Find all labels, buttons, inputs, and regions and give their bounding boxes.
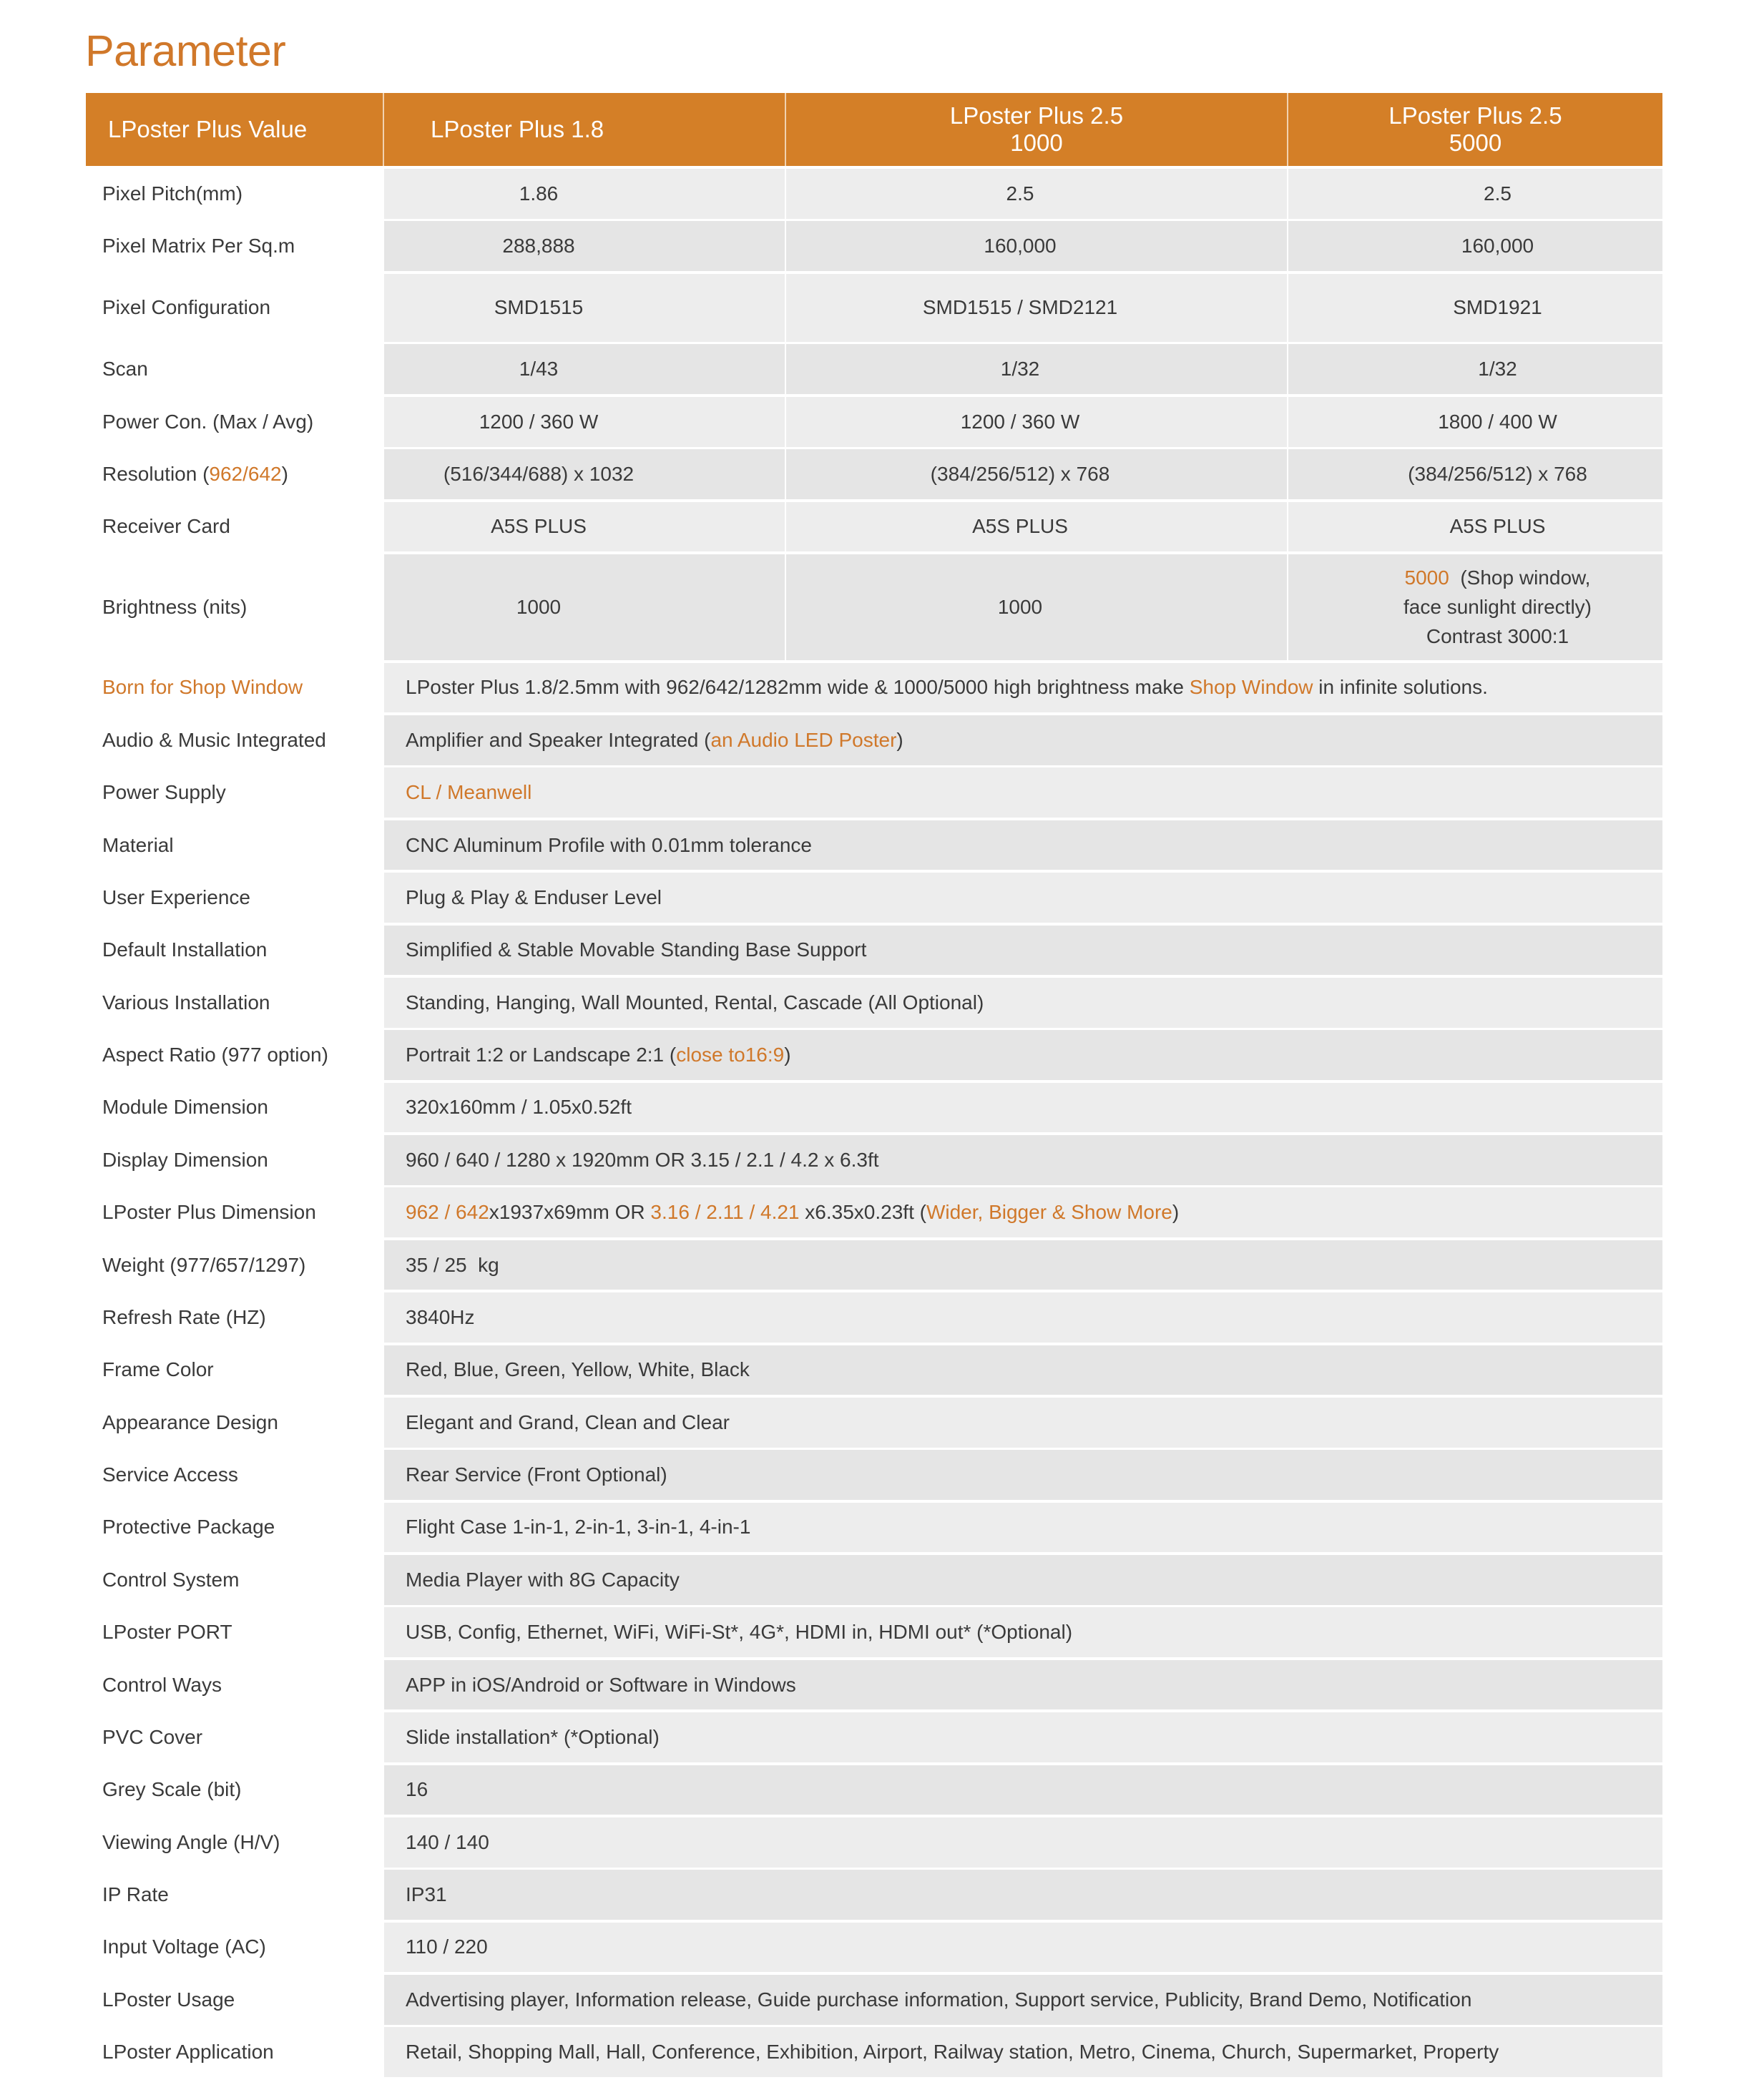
label-text: ) bbox=[281, 463, 288, 486]
value-2-5-5000: 2.5 bbox=[1287, 169, 1662, 219]
value-2-5-1000: 160,000 bbox=[785, 221, 1287, 271]
row-label: LPoster Usage bbox=[86, 1975, 383, 2025]
table-row bbox=[86, 1975, 1662, 2025]
value-text bbox=[406, 1935, 488, 1958]
value-segment: Advertising player, Information release, Guide purchase information, Support service, Publicity, Brand Demo, Notification bbox=[406, 1988, 1472, 2011]
value-segment: Red, Blue, Green, Yellow, White, Black bbox=[406, 1358, 750, 1381]
row-label: PVC Cover bbox=[86, 1712, 383, 1762]
table-row bbox=[86, 1923, 1662, 1973]
row-value bbox=[383, 1607, 1662, 1657]
brightness-note bbox=[1403, 563, 1592, 651]
value-2-5-5000: 1/32 bbox=[1287, 344, 1662, 394]
value-text bbox=[406, 1463, 667, 1486]
row-label: Input Voltage (AC) bbox=[86, 1923, 383, 1973]
note-line: Contrast 3000:1 bbox=[1426, 625, 1569, 648]
table-row bbox=[86, 1712, 1662, 1762]
value-segment: 110 / 220 bbox=[406, 1935, 488, 1958]
value-1-8: A5S PLUS bbox=[383, 502, 785, 552]
table-row bbox=[86, 767, 1662, 818]
row-value bbox=[383, 820, 1662, 870]
table-row bbox=[86, 1083, 1662, 1133]
row-label: Frame Color bbox=[86, 1345, 383, 1395]
value-text bbox=[406, 1831, 489, 1854]
value-segment: Flight Case 1-in-1, 2-in-1, 3-in-1, 4-in-1 bbox=[406, 1516, 751, 1539]
row-value bbox=[383, 1450, 1662, 1500]
table-row bbox=[86, 715, 1662, 765]
row-label: Born for Shop Window bbox=[86, 663, 383, 713]
header-model-1-8: LPoster Plus 1.8 bbox=[383, 93, 785, 166]
label-highlight: 962/642 bbox=[209, 463, 282, 486]
row-label: IP Rate bbox=[86, 1870, 383, 1920]
value-segment: x1937x69mm OR bbox=[489, 1201, 651, 1224]
row-value bbox=[383, 978, 1662, 1028]
value-segment: 16 bbox=[406, 1778, 428, 1801]
table-row bbox=[86, 873, 1662, 923]
row-label: Service Access bbox=[86, 1450, 383, 1500]
table-row bbox=[86, 1292, 1662, 1343]
value-2-5-5000: 1800 / 400 W bbox=[1287, 397, 1662, 447]
spec-rows bbox=[86, 663, 1662, 2077]
row-label: Pixel Pitch(mm) bbox=[86, 169, 383, 219]
value-text bbox=[406, 676, 1488, 699]
table-row-pixel-configuration bbox=[86, 274, 1662, 342]
row-label bbox=[86, 449, 383, 499]
row-label: Grey Scale (bit) bbox=[86, 1765, 383, 1815]
table-row bbox=[86, 1870, 1662, 1920]
row-label: Viewing Angle (H/V) bbox=[86, 1817, 383, 1868]
row-label: Refresh Rate (HZ) bbox=[86, 1292, 383, 1343]
row-label: Audio & Music Integrated bbox=[86, 715, 383, 765]
value-2-5-5000: (384/256/512) x 768 bbox=[1287, 449, 1662, 499]
value-text bbox=[406, 729, 903, 752]
table-row bbox=[86, 2027, 1662, 2077]
table-row bbox=[86, 1345, 1662, 1395]
page-title: Parameter bbox=[85, 26, 286, 75]
value-segment: Plug & Play & Enduser Level bbox=[406, 885, 662, 908]
table-row bbox=[86, 1660, 1662, 1710]
row-value bbox=[383, 1240, 1662, 1290]
value-highlight: close to16:9 bbox=[676, 1044, 785, 1066]
row-value bbox=[383, 873, 1662, 923]
value-2-5-5000 bbox=[1287, 554, 1662, 660]
value-1-8: 1/43 bbox=[383, 344, 785, 394]
value-text bbox=[406, 1044, 791, 1066]
value-highlight: Wider, Bigger & Show More bbox=[926, 1201, 1172, 1224]
row-value bbox=[383, 1555, 1662, 1605]
value-highlight: 962 / 642 bbox=[406, 1201, 489, 1224]
row-label: Control System bbox=[86, 1555, 383, 1605]
value-2-5-1000: (384/256/512) x 768 bbox=[785, 449, 1287, 499]
table-row-scan bbox=[86, 344, 1662, 394]
row-value bbox=[383, 1398, 1662, 1448]
value-text bbox=[406, 1778, 428, 1801]
value-1-8: (516/344/688) x 1032 bbox=[383, 449, 785, 499]
table-row-pixel-matrix bbox=[86, 221, 1662, 271]
value-highlight: 3.16 / 2.11 / 4.21 bbox=[650, 1201, 800, 1224]
value-segment: in infinite solutions. bbox=[1313, 676, 1488, 699]
value-highlight: an Audio LED Poster bbox=[710, 728, 897, 751]
table-row bbox=[86, 663, 1662, 713]
row-value bbox=[383, 1503, 1662, 1553]
row-label: Power Supply bbox=[86, 767, 383, 818]
value-highlight: CL / Meanwell bbox=[406, 781, 532, 804]
note-line bbox=[1403, 563, 1592, 592]
label-text: Resolution ( bbox=[102, 463, 210, 486]
row-label: LPoster PORT bbox=[86, 1607, 383, 1657]
value-text bbox=[406, 1988, 1471, 2011]
row-label: Default Installation bbox=[86, 926, 383, 976]
value-2-5-5000: SMD1921 bbox=[1287, 274, 1662, 342]
value-text bbox=[406, 1883, 447, 1906]
header-parameter-column: LPoster Plus Value bbox=[108, 116, 308, 142]
row-value bbox=[383, 1030, 1662, 1080]
value-text bbox=[406, 1096, 632, 1119]
value-text bbox=[406, 886, 662, 909]
row-label: Scan bbox=[86, 344, 383, 394]
row-value bbox=[383, 663, 1662, 713]
value-segment: Retail, Shopping Mall, Hall, Conference, Exhibition, Airport, Railway station, Metro, Cinema, Church, Supermarket, Property bbox=[406, 2041, 1499, 2064]
row-value bbox=[383, 2027, 1662, 2077]
value-segment: CNC Aluminum Profile with 0.01mm tolerance bbox=[406, 833, 812, 856]
value-text bbox=[406, 1516, 750, 1539]
table-row bbox=[86, 1187, 1662, 1237]
value-text bbox=[406, 2041, 1499, 2064]
value-2-5-1000: 1/32 bbox=[785, 344, 1287, 394]
row-label: LPoster Application bbox=[86, 2027, 383, 2077]
table-row-power-consumption bbox=[86, 397, 1662, 447]
row-value bbox=[383, 1870, 1662, 1920]
value-text bbox=[406, 781, 531, 804]
value-text bbox=[406, 1411, 730, 1434]
row-value bbox=[383, 767, 1662, 818]
table-row bbox=[86, 1398, 1662, 1448]
row-value bbox=[383, 1975, 1662, 2025]
value-segment: 140 / 140 bbox=[406, 1830, 489, 1853]
table-row-resolution bbox=[86, 449, 1662, 499]
row-value bbox=[383, 1712, 1662, 1762]
row-value bbox=[383, 1135, 1662, 1185]
row-label: Brightness (nits) bbox=[86, 554, 383, 660]
value-segment: ) bbox=[1172, 1201, 1180, 1224]
value-segment: USB, Config, Ethernet, WiFi, WiFi-St*, 4G*, HDMI in, HDMI out* (*Optional) bbox=[406, 1621, 1073, 1644]
value-text bbox=[406, 1621, 1072, 1644]
row-value bbox=[383, 1345, 1662, 1395]
row-value bbox=[383, 1923, 1662, 1973]
value-1-8: 288,888 bbox=[383, 221, 785, 271]
row-value bbox=[383, 1817, 1662, 1868]
row-label: Appearance Design bbox=[86, 1398, 383, 1448]
value-text bbox=[406, 1674, 796, 1697]
value-segment: APP in iOS/Android or Software in Windows bbox=[406, 1673, 796, 1696]
parameter-table bbox=[86, 93, 1662, 2077]
table-row bbox=[86, 1450, 1662, 1500]
table-row bbox=[86, 926, 1662, 976]
row-label: Various Installation bbox=[86, 978, 383, 1028]
value-segment: x6.35x0.23ft ( bbox=[799, 1201, 926, 1224]
row-label: Receiver Card bbox=[86, 502, 383, 552]
row-value bbox=[383, 1292, 1662, 1343]
value-text bbox=[406, 1358, 750, 1381]
row-label: Module Dimension bbox=[86, 1083, 383, 1133]
value-segment: ) bbox=[784, 1044, 791, 1066]
value-segment: Elegant and Grand, Clean and Clear bbox=[406, 1410, 730, 1433]
header-model-2-5-1000 bbox=[785, 93, 1287, 166]
header-model-name: LPoster Plus 2.5 bbox=[949, 102, 1124, 129]
table-row bbox=[86, 820, 1662, 870]
header-model-brightness: 5000 bbox=[1449, 129, 1502, 156]
table-row bbox=[86, 1765, 1662, 1815]
row-label: LPoster Plus Dimension bbox=[86, 1187, 383, 1237]
header-model-2-5-5000 bbox=[1287, 93, 1662, 166]
table-header bbox=[86, 93, 1662, 166]
value-segment: IP31 bbox=[406, 1883, 447, 1906]
brightness-highlight: 5000 bbox=[1404, 566, 1449, 589]
row-value bbox=[383, 715, 1662, 765]
row-value bbox=[383, 1765, 1662, 1815]
table-row bbox=[86, 1817, 1662, 1868]
row-label: Pixel Configuration bbox=[86, 274, 383, 342]
value-segment: Rear Service (Front Optional) bbox=[406, 1463, 667, 1486]
value-segment: Portrait 1:2 or Landscape 2:1 ( bbox=[406, 1044, 677, 1066]
table-row bbox=[86, 1030, 1662, 1080]
row-label: User Experience bbox=[86, 873, 383, 923]
value-highlight: Shop Window bbox=[1189, 676, 1313, 699]
value-2-5-1000: SMD1515 / SMD2121 bbox=[785, 274, 1287, 342]
value-1-8: 1.86 bbox=[383, 169, 785, 219]
value-2-5-1000: 1200 / 360 W bbox=[785, 397, 1287, 447]
note-text: (Shop window, bbox=[1449, 566, 1591, 589]
value-segment: 320x160mm / 1.05x0.52ft bbox=[406, 1096, 632, 1119]
value-text bbox=[406, 1569, 680, 1591]
value-segment: Slide installation* (*Optional) bbox=[406, 1725, 660, 1748]
value-text bbox=[406, 938, 866, 961]
value-segment: 35 / 25 kg bbox=[406, 1253, 499, 1276]
value-segment: LPoster Plus 1.8/2.5mm with 962/642/1282mm wide & 1000/5000 high brightness make bbox=[406, 676, 1190, 699]
value-segment: 3840Hz bbox=[406, 1305, 475, 1328]
row-label: Material bbox=[86, 820, 383, 870]
value-text bbox=[406, 991, 984, 1014]
value-text bbox=[406, 1201, 1179, 1224]
row-label: Pixel Matrix Per Sq.m bbox=[86, 221, 383, 271]
table-row bbox=[86, 978, 1662, 1028]
value-1-8: 1000 bbox=[383, 554, 785, 660]
table-row-brightness bbox=[86, 554, 1662, 660]
value-text bbox=[406, 1149, 879, 1172]
note-line: face sunlight directly) bbox=[1403, 596, 1592, 619]
value-segment: Standing, Hanging, Wall Mounted, Rental, Cascade (All Optional) bbox=[406, 991, 984, 1014]
row-value bbox=[383, 1187, 1662, 1237]
table-row bbox=[86, 1240, 1662, 1290]
table-row bbox=[86, 1607, 1662, 1657]
row-value bbox=[383, 926, 1662, 976]
value-1-8: SMD1515 bbox=[383, 274, 785, 342]
table-row bbox=[86, 1503, 1662, 1553]
header-model-name: LPoster Plus 2.5 bbox=[1388, 102, 1562, 129]
row-value bbox=[383, 1083, 1662, 1133]
value-text bbox=[406, 834, 812, 857]
value-segment: 960 / 640 / 1280 x 1920mm OR 3.15 / 2.1 / 4.2 x 6.3ft bbox=[406, 1148, 879, 1171]
row-label: Protective Package bbox=[86, 1503, 383, 1553]
row-label: Power Con. (Max / Avg) bbox=[86, 397, 383, 447]
value-2-5-1000: 1000 bbox=[785, 554, 1287, 660]
table-row bbox=[86, 1555, 1662, 1605]
table-row bbox=[86, 1135, 1662, 1185]
value-2-5-1000: 2.5 bbox=[785, 169, 1287, 219]
row-label: Display Dimension bbox=[86, 1135, 383, 1185]
row-label: Aspect Ratio (977 option) bbox=[86, 1030, 383, 1080]
table-row-receiver-card bbox=[86, 502, 1662, 552]
value-segment: Amplifier and Speaker Integrated ( bbox=[406, 728, 711, 751]
value-2-5-5000: A5S PLUS bbox=[1287, 502, 1662, 552]
row-value bbox=[383, 1660, 1662, 1710]
row-label: Control Ways bbox=[86, 1660, 383, 1710]
value-segment: Media Player with 8G Capacity bbox=[406, 1568, 680, 1591]
table-row-pixel-pitch bbox=[86, 169, 1662, 219]
value-text bbox=[406, 1306, 475, 1329]
value-1-8: 1200 / 360 W bbox=[383, 397, 785, 447]
header-model-brightness: 1000 bbox=[1010, 129, 1063, 156]
value-segment: ) bbox=[896, 728, 903, 751]
value-segment: Simplified & Stable Movable Standing Base Support bbox=[406, 938, 867, 961]
value-text bbox=[406, 1726, 660, 1749]
value-2-5-1000: A5S PLUS bbox=[785, 502, 1287, 552]
row-label: Weight (977/657/1297) bbox=[86, 1240, 383, 1290]
value-2-5-5000: 160,000 bbox=[1287, 221, 1662, 271]
value-text bbox=[406, 1254, 499, 1277]
